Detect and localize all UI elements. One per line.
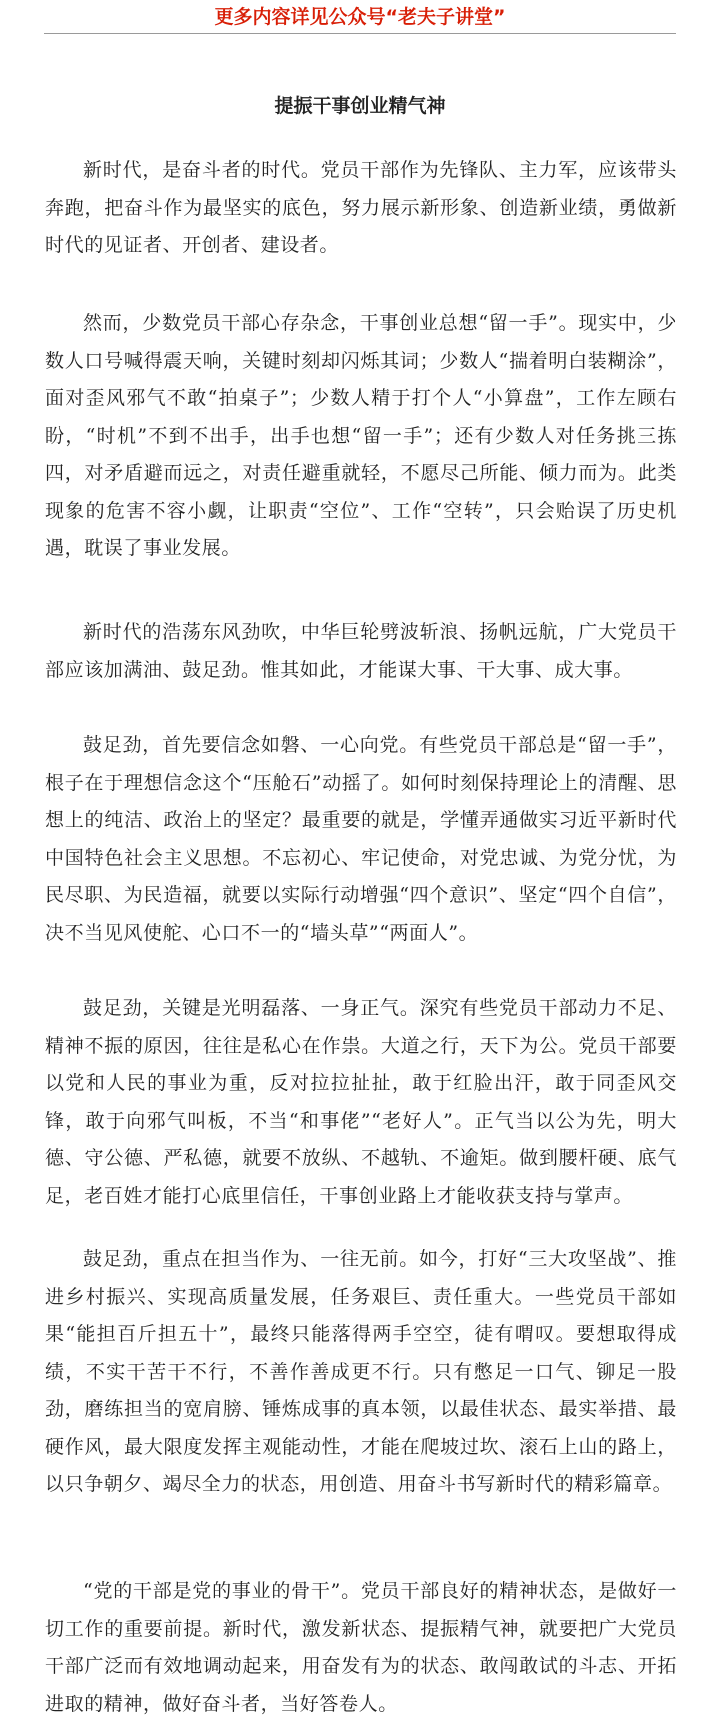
article-title: 提振干事创业精气神	[274, 95, 446, 117]
article-paragraph: 新时代的浩荡东风劲吹，中华巨轮劈波斩浪、扬帆远航，广大党员干部应该加满油、鼓足劲。惟其如此，才能谋大事、干大事、成大事。	[45, 621, 677, 681]
article-paragraph: 鼓足劲，首先要信念如磐、一心向党。有些党员干部总是“留一手”，根子在于理想信念这个“压舱石”动摇了。如何时刻保持理论上的清醒、思想上的纯洁、政治上的坚定？最重要的就是，学懂弄通做实习近平新时代中国特色社会主义思想。不忘初心、牢记使命，对党忠诚、为党分忧，为民尽职、为民造福，就要以实际行动增强“四个意识”、坚定“四个自信”，决不当见风使舵、心口不一的“墙头草”“两面人”。	[45, 734, 677, 944]
article-paragraph: 新时代，是奋斗者的时代。党员干部作为先锋队、主力军，应该带头奔跑，把奋斗作为最坚实的底色，努力展示新形象、创造新业绩，勇做新时代的见证者、开创者、建设者。	[45, 159, 677, 256]
header-divider	[44, 33, 676, 34]
article-paragraph: 鼓足劲，关键是光明磊落、一身正气。深究有些党员干部动力不足、精神不振的原因，往往是私心在作祟。大道之行，天下为公。党员干部要以党和人民的事业为重，反对拉拉扯扯，敢于红脸出汗，敢于同歪风交锋，敢于向邪气叫板，不当“和事佬”“老好人”。正气当以公为先，明大德、守公德、严私德，就要不放纵、不越轨、不逾矩。做到腰杆硬、底气足，老百姓才能打心底里信任，干事创业路上才能收获支持与掌声。	[45, 997, 677, 1207]
article-paragraph: “党的干部是党的事业的骨干”。党员干部良好的精神状态，是做好一切工作的重要前提。新时代，激发新状态、提振精气神，就要把广大党员干部广泛而有效地调动起来，用奋发有为的状态、敢闯敢试的斗志、开拓进取的精神，做好奋斗者，当好答卷人。	[45, 1580, 677, 1715]
promo-banner: 更多内容详见公众号“老夫子讲堂”	[214, 6, 506, 28]
article-paragraph: 然而，少数党员干部心存杂念，干事创业总想“留一手”。现实中，少数人口号喊得震天响，关键时刻却闪烁其词；少数人“揣着明白装糊涂”，面对歪风邪气不敢“拍桌子”；少数人精于打个人“小算盘”，工作左顾右盼，“时机”不到不出手，出手也想“留一手”；还有少数人对任务挑三拣四，对矛盾避而远之，对责任避重就轻，不愿尽己所能、倾力而为。此类现象的危害不容小觑，让职责“空位”、工作“空转”，只会贻误了历史机遇，耽误了事业发展。	[45, 312, 677, 559]
article-paragraph: 鼓足劲，重点在担当作为、一往无前。如今，打好“三大攻坚战”、推进乡村振兴、实现高质量发展，任务艰巨、责任重大。一些党员干部如果“能担百斤担五十”，最终只能落得两手空空，徒有喟叹。要想取得成绩，不实干苦干不行，不善作善成更不行。只有憋足一口气、铆足一股劲，磨练担当的宽肩膀、锤炼成事的真本领，以最佳状态、最实举措、最硬作风，最大限度发挥主观能动性，才能在爬坡过坎、滚石上山的路上，以只争朝夕、竭尽全力的状态，用创造、用奋斗书写新时代的精彩篇章。	[45, 1248, 677, 1495]
